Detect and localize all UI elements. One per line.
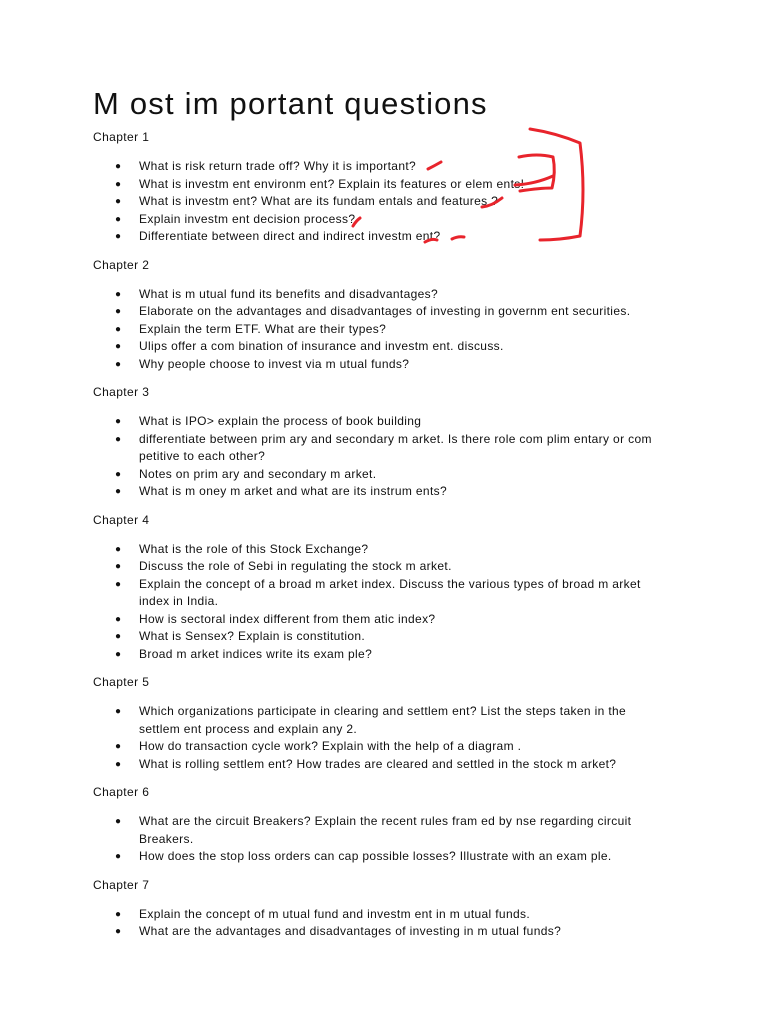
question-text: Which organizations participate in clearing and settlem ent? List the steps taken in the settlem ent process and explain any 2. [139, 704, 627, 736]
question-item [93, 193, 653, 211]
question-item [93, 466, 653, 484]
chapter-heading: Chapter 7 [93, 877, 150, 892]
bullet-icon: ● [115, 486, 122, 497]
question-list [93, 813, 653, 866]
question-item [93, 923, 653, 941]
bullet-icon: ● [115, 323, 122, 335]
question-text: What is investm ent environm ent? Explain its features or elem ents! [139, 176, 525, 191]
question-item [93, 738, 653, 756]
question-text: What is Sensex? Explain is constitution. [139, 629, 366, 643]
question-item [93, 413, 653, 431]
page-title: M ost im portant questions [93, 86, 488, 121]
chapter-heading: Chapter 3 [93, 385, 150, 399]
bullet-icon: ● [115, 631, 122, 642]
question-text: Notes on prim ary and secondary m arket. [139, 466, 377, 481]
chapters-container [93, 128, 653, 951]
question-item [93, 646, 653, 664]
bullet-icon: ● [115, 543, 122, 555]
question-text: What is m utual fund its benefits and disadvantages? [139, 286, 439, 301]
bullet-icon: ● [115, 706, 122, 717]
chapter-section [93, 511, 653, 664]
bullet-icon: ● [115, 468, 122, 480]
chapter-heading: Chapter 2 [93, 257, 150, 272]
bullet-icon: ● [115, 908, 122, 920]
question-item [93, 158, 653, 176]
chapter-section [93, 128, 653, 246]
chapter-heading: Chapter 5 [93, 675, 150, 689]
question-text: Broad m arket indices write its exam ple? [139, 646, 373, 661]
question-item [93, 576, 653, 611]
question-text: How is sectoral index different from them atic index? [139, 611, 436, 626]
question-item [93, 286, 653, 304]
question-item [93, 303, 653, 321]
bullet-icon: ● [115, 416, 122, 427]
question-item [93, 541, 653, 559]
bullet-icon: ● [115, 341, 122, 352]
bullet-icon: ● [115, 358, 122, 370]
chapter-section [93, 383, 653, 501]
question-text: Elaborate on the advantages and disadvantages of investing in governm ent securities. [139, 304, 631, 318]
bullet-icon: ● [115, 578, 122, 590]
bullet-icon: ● [115, 213, 122, 225]
question-item [93, 211, 653, 229]
question-item [93, 321, 653, 339]
question-text: Why people choose to invest via m utual funds? [139, 356, 410, 371]
question-text: Explain the term ETF. What are their types? [139, 321, 387, 336]
bullet-icon: ● [115, 613, 122, 625]
chapter-section [93, 783, 653, 866]
question-item [93, 906, 653, 924]
bullet-icon: ● [115, 851, 122, 862]
bullet-icon: ● [115, 561, 122, 572]
question-text: What is investm ent? What are its fundam entals and features ? [139, 194, 499, 208]
question-item [93, 431, 653, 466]
bullet-icon: ● [115, 178, 122, 190]
question-text: How does the stop loss orders can cap possible losses? Illustrate with an exam ple. [139, 849, 612, 863]
bullet-icon: ● [115, 648, 122, 660]
question-text: What is rolling settlem ent? How trades are cleared and settled in the stock m arket? [139, 756, 617, 771]
bullet-icon: ● [115, 196, 122, 207]
bullet-icon: ● [115, 816, 122, 827]
bullet-icon: ● [115, 306, 122, 317]
question-text: What is the role of this Stock Exchange? [139, 541, 369, 556]
chapter-section [93, 256, 653, 374]
question-list [93, 413, 653, 501]
chapter-heading: Chapter 1 [93, 130, 150, 144]
question-list [93, 286, 653, 374]
chapter-heading: Chapter 4 [93, 512, 150, 527]
chapter-section [93, 673, 653, 773]
question-text: What are the circuit Breakers? Explain the recent rules fram ed by nse regarding circuit Breakers. [139, 814, 632, 846]
chapter-heading: Chapter 6 [93, 785, 150, 799]
question-item [93, 558, 653, 576]
question-text: Explain the concept of m utual fund and investm ent in m utual funds. [139, 906, 531, 921]
bullet-icon: ● [115, 926, 122, 937]
question-list [93, 703, 653, 773]
question-list [93, 541, 653, 664]
question-item [93, 611, 653, 629]
question-text: differentiate between prim ary and secondary m arket. Is there role com plim entary or com petitive to each other? [139, 431, 652, 463]
question-list [93, 158, 653, 246]
question-text: Ulips offer a com bination of insurance and investm ent. discuss. [139, 339, 504, 353]
question-text: What is risk return trade off? Why it is important? [139, 159, 417, 173]
question-item [93, 703, 653, 738]
question-text: Explain investm ent decision process? [139, 211, 356, 226]
question-item [93, 176, 653, 194]
question-text: What is m oney m arket and what are its instrum ents? [139, 484, 447, 498]
bullet-icon: ● [115, 741, 122, 752]
question-item [93, 356, 653, 374]
bullet-icon: ● [115, 288, 122, 300]
question-text: How do transaction cycle work? Explain with the help of a diagram . [139, 739, 522, 753]
question-text: Differentiate between direct and indirect investm ent? [139, 229, 441, 243]
chapter-section [93, 876, 653, 941]
bullet-icon: ● [115, 433, 122, 445]
bullet-icon: ● [115, 161, 122, 172]
question-text: What are the advantages and disadvantages of investing in m utual funds? [139, 924, 562, 938]
question-item [93, 756, 653, 774]
question-item [93, 813, 653, 848]
bullet-icon: ● [115, 758, 122, 770]
question-item [93, 848, 653, 866]
question-item [93, 338, 653, 356]
question-item [93, 483, 653, 501]
question-item [93, 628, 653, 646]
question-text: Discuss the role of Sebi in regulating the stock m arket. [139, 559, 452, 573]
question-list [93, 906, 653, 941]
question-text: Explain the concept of a broad m arket index. Discuss the various types of broad m arket index in India. [139, 576, 641, 608]
question-item [93, 228, 653, 246]
question-text: What is IPO> explain the process of book building [139, 414, 422, 428]
bullet-icon: ● [115, 231, 122, 242]
